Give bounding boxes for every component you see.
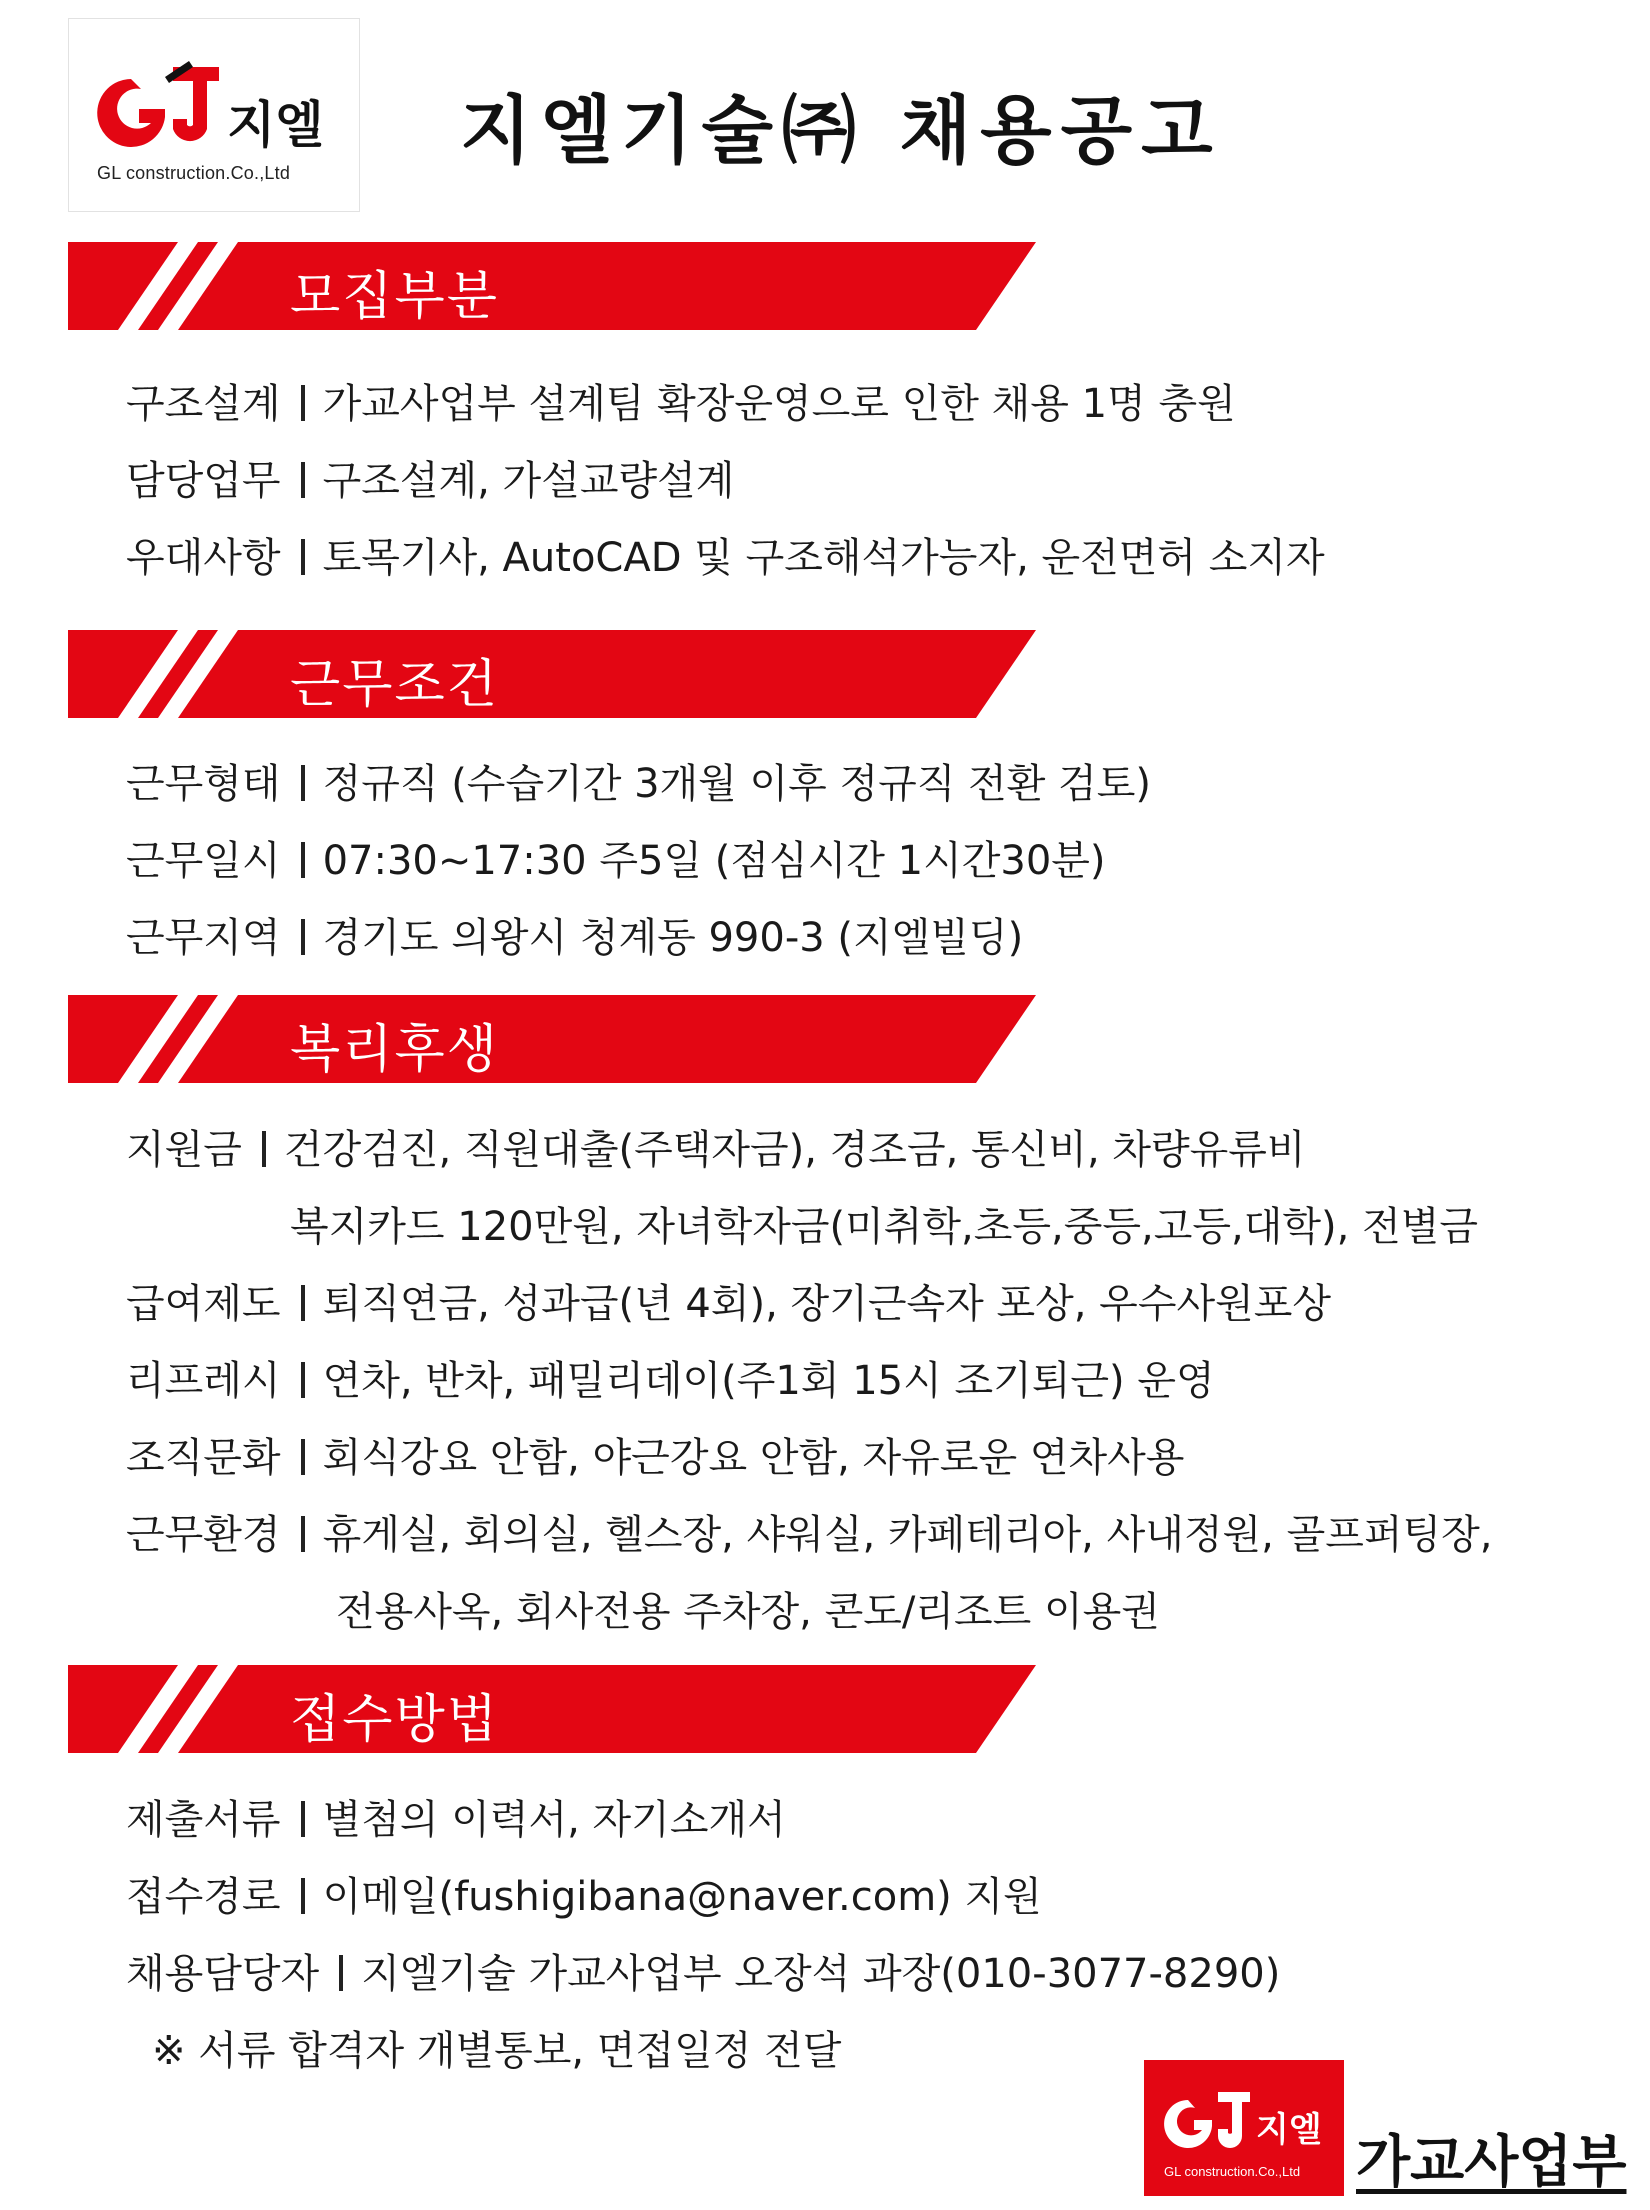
- row-value: 휴게실, 회의실, 헬스장, 샤워실, 카페테리아, 사내정원, 골프퍼팅장,: [322, 1512, 1493, 1558]
- info-row: [126, 1416, 1626, 1493]
- section-recruit: [126, 362, 1626, 593]
- info-row: [126, 742, 1626, 819]
- row-key: 근무일시: [126, 838, 281, 884]
- separator: [301, 1439, 305, 1475]
- department-label: 가교사업부: [1356, 2130, 1627, 2195]
- info-row-continuation: [126, 1570, 1626, 1647]
- logo-name: 지엘: [227, 96, 324, 154]
- row-key: 구조설계: [126, 381, 281, 427]
- logo-subtitle: GL construction.Co.,Ltd: [97, 163, 291, 183]
- row-key: 제출서류: [126, 1797, 281, 1843]
- separator: [301, 1285, 305, 1321]
- separator: [301, 765, 305, 801]
- banner-stripes-icon: [68, 242, 1036, 330]
- row-value: 07:30~17:30 주5일 (점심시간 1시간30분): [322, 838, 1106, 884]
- row-value: 별첨의 이력서, 자기소개서: [322, 1797, 786, 1843]
- row-key: 근무지역: [126, 915, 281, 961]
- section-heading: 복리후생: [290, 1020, 499, 1080]
- banner-stripes-icon: [68, 995, 1036, 1083]
- info-row: [126, 1262, 1626, 1339]
- row-key: 급여제도: [126, 1281, 281, 1327]
- row-value: 정규직 (수습기간 3개월 이후 정규직 전환 검토): [322, 761, 1152, 807]
- row-value: 복지카드 120만원, 자녀학자금(미취학,초등,중등,고등,대학), 전별금: [290, 1204, 1478, 1250]
- info-row: [126, 819, 1626, 896]
- row-value: 토목기사, AutoCAD 및 구조해석가능자, 운전면허 소지자: [322, 535, 1325, 581]
- info-row: [126, 1108, 1626, 1185]
- section-banner: [68, 995, 1036, 1083]
- separator: [301, 1362, 305, 1398]
- row-key: 지원금: [126, 1127, 242, 1173]
- separator: [301, 385, 305, 421]
- info-row: [126, 1493, 1626, 1570]
- info-row-continuation: [126, 1185, 1626, 1262]
- info-row: [126, 362, 1626, 439]
- row-key: 채용담당자: [126, 1951, 320, 1997]
- section-heading: 근무조건: [290, 655, 499, 715]
- row-value: 구조설계, 가설교량설계: [322, 458, 735, 504]
- footer-logo: [1144, 2060, 1344, 2196]
- info-row: [126, 1855, 1626, 1932]
- row-value: 퇴직연금, 성과급(년 4회), 장기근속자 포상, 우수사원포상: [322, 1281, 1332, 1327]
- section-heading: 모집부분: [290, 267, 499, 327]
- separator: [301, 1801, 305, 1837]
- separator: [301, 539, 305, 575]
- row-value: 전용사옥, 회사전용 주차장, 콘도/리조트 이용권: [336, 1589, 1160, 1635]
- separator: [301, 919, 305, 955]
- row-key: 우대사항: [126, 535, 281, 581]
- row-key: 담당업무: [126, 458, 281, 504]
- row-key: 근무환경: [126, 1512, 281, 1558]
- company-logo: [68, 18, 360, 212]
- row-value: 건강검진, 직원대출(주택자금), 경조금, 통신비, 차량유류비: [283, 1127, 1306, 1173]
- section-banner: [68, 1665, 1036, 1753]
- row-value: 회식강요 안함, 야근강요 안함, 자유로운 연차사용: [322, 1435, 1185, 1481]
- row-key: 조직문화: [126, 1435, 281, 1481]
- separator: [301, 1516, 305, 1552]
- row-value: 연차, 반차, 패밀리데이(주1회 15시 조기퇴근) 운영: [322, 1358, 1215, 1404]
- row-key: 근무형태: [126, 761, 281, 807]
- separator: [339, 1955, 343, 1991]
- separator: [262, 1131, 266, 1167]
- row-key: 리프레시: [126, 1358, 281, 1404]
- section-application: [126, 1778, 1626, 2086]
- info-row: [126, 896, 1626, 973]
- section-conditions: [126, 742, 1626, 973]
- footer-logo-subtitle: GL construction.Co.,Ltd: [1164, 2164, 1301, 2179]
- separator: [301, 1878, 305, 1914]
- info-row: [126, 439, 1626, 516]
- section-benefits: [126, 1108, 1626, 1647]
- info-row: [126, 1778, 1626, 1855]
- info-row: [126, 516, 1626, 593]
- row-value: 이메일(fushigibana@naver.com) 지원: [322, 1874, 1042, 1920]
- page-title: 지엘기술㈜ 채용공고: [460, 88, 1222, 174]
- info-row: [126, 1339, 1626, 1416]
- row-value: 지엘기술 가교사업부 오장석 과장(010-3077-8290): [361, 1951, 1281, 1997]
- section-banner: [68, 242, 1036, 330]
- separator: [301, 842, 305, 878]
- banner-stripes-icon: [68, 1665, 1036, 1753]
- note: ※ 서류 합격자 개별통보, 면접일정 전달: [152, 2028, 842, 2074]
- section-heading: 접수방법: [290, 1690, 499, 1750]
- banner-stripes-icon: [68, 630, 1036, 718]
- separator: [301, 462, 305, 498]
- info-row: [126, 1932, 1626, 2009]
- row-value: 경기도 의왕시 청계동 990-3 (지엘빌딩): [322, 915, 1024, 961]
- footer-logo-name: 지엘: [1256, 2110, 1322, 2150]
- section-banner: [68, 630, 1036, 718]
- row-value: 가교사업부 설계팀 확장운영으로 인한 채용 1명 충원: [322, 381, 1236, 427]
- row-key: 접수경로: [126, 1874, 281, 1920]
